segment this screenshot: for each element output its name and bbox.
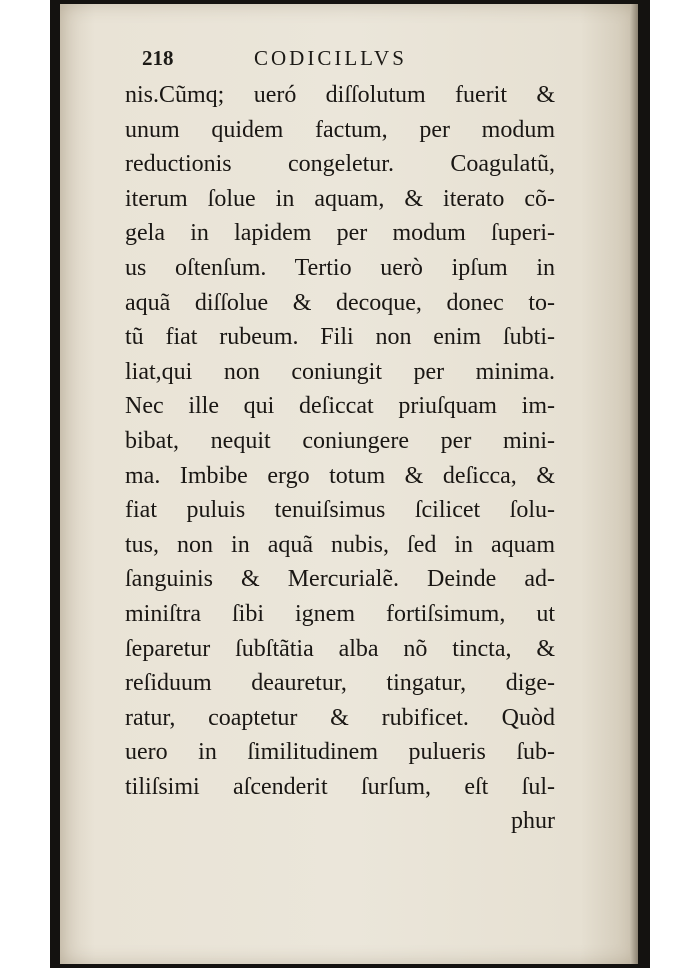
text-line: bibat, nequit coniungere per mini- bbox=[125, 427, 555, 454]
running-title: CODICILLVS bbox=[254, 46, 407, 70]
text-line: tũ fiat rubeum. Fili non enim ſubti- bbox=[125, 324, 555, 351]
catchword: phur bbox=[511, 808, 555, 835]
text-line: ma. Imbibe ergo totum & deſicca, & bbox=[125, 462, 555, 489]
text-line: liat,qui non coniungit per minima. bbox=[125, 358, 555, 385]
text-line: iterum ſolue in aquam, & iterato cõ- bbox=[125, 185, 555, 212]
text-line: tus, non in aquã nubis, ſed in aquam bbox=[125, 531, 555, 558]
page-fore-edge bbox=[630, 4, 638, 964]
text-line: gela in lapidem per modum ſuperi- bbox=[125, 220, 555, 247]
text-line: ratur, coaptetur & rubificet. Quòd bbox=[125, 704, 555, 731]
text-line: reductionis congeletur. Coagulatũ, bbox=[125, 151, 555, 178]
text-line: fiat puluis tenuiſsimus ſcilicet ſolu- bbox=[125, 497, 555, 524]
text-line: nis.Cũmq; ueró diſſolutum fuerit & bbox=[125, 82, 555, 108]
page-number: 218 bbox=[142, 46, 174, 70]
text-line: us oſtenſum. Tertio uerò ipſum in bbox=[125, 254, 555, 281]
text-line: unum quidem factum, per modum bbox=[125, 116, 555, 143]
text-line: miniſtra ſibi ignem fortiſsimum, ut bbox=[125, 600, 555, 627]
body-text bbox=[125, 78, 555, 839]
text-line: ſanguinis & Mercurialẽ. Deinde ad- bbox=[125, 566, 555, 593]
text-line: aquã diſſolue & decoque, donec to- bbox=[125, 289, 555, 316]
text-line: tiliſsimi aſcenderit ſurſum, eſt ſul- bbox=[125, 773, 555, 800]
text-line: ſeparetur ſubſtãtia alba nõ tincta, & bbox=[125, 635, 555, 662]
text-line: uero in ſimilitudinem pulueris ſub- bbox=[125, 739, 555, 766]
text-line: reſiduum deauretur, tingatur, dige- bbox=[125, 670, 555, 697]
text-line: Nec ille qui deſiccat priuſquam im- bbox=[125, 393, 555, 420]
